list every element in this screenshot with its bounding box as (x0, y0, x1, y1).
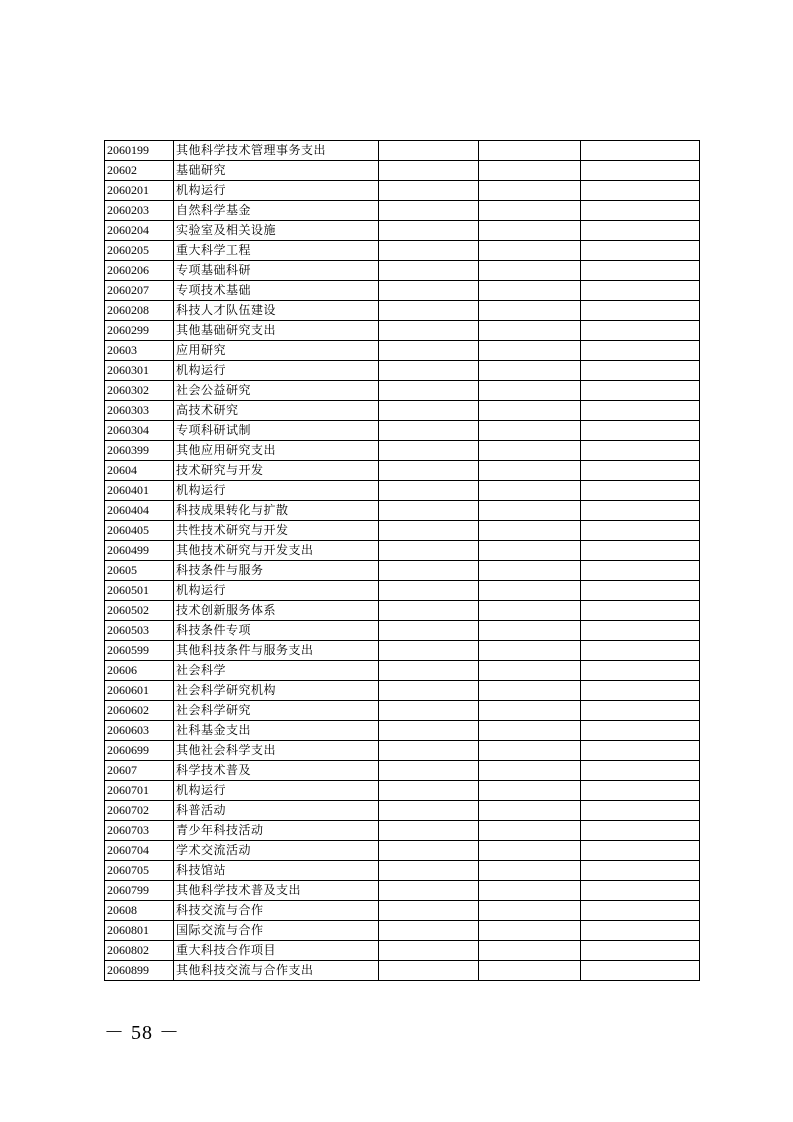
row-value-cell (479, 501, 581, 521)
row-name-cell: 技术创新服务体系 (174, 601, 379, 621)
row-code-cell: 2060503 (105, 621, 174, 641)
table-row (105, 301, 700, 321)
table-row (105, 461, 700, 481)
row-value-cell (581, 921, 700, 941)
row-value-cell (379, 761, 479, 781)
row-value-cell (379, 601, 479, 621)
row-code-cell: 2060799 (105, 881, 174, 901)
row-value-cell (479, 201, 581, 221)
row-value-cell (379, 241, 479, 261)
row-value-cell (479, 881, 581, 901)
row-value-cell (379, 461, 479, 481)
row-name-cell: 社科基金支出 (174, 721, 379, 741)
row-value-cell (479, 701, 581, 721)
row-value-cell (479, 821, 581, 841)
row-name-cell: 其他科技条件与服务支出 (174, 641, 379, 661)
row-value-cell (581, 901, 700, 921)
row-name-cell: 其他科技交流与合作支出 (174, 961, 379, 981)
row-name-cell: 科技馆站 (174, 861, 379, 881)
table-row (105, 521, 700, 541)
table-row (105, 401, 700, 421)
row-code-cell: 2060801 (105, 921, 174, 941)
row-value-cell (479, 221, 581, 241)
row-value-cell (379, 501, 479, 521)
row-value-cell (479, 961, 581, 981)
row-name-cell: 社会公益研究 (174, 381, 379, 401)
row-value-cell (379, 361, 479, 381)
row-value-cell (379, 321, 479, 341)
row-value-cell (581, 341, 700, 361)
table-row (105, 901, 700, 921)
row-value-cell (581, 761, 700, 781)
row-value-cell (581, 361, 700, 381)
table-row (105, 601, 700, 621)
row-value-cell (379, 221, 479, 241)
table-row (105, 721, 700, 741)
row-value-cell (479, 521, 581, 541)
row-name-cell: 实验室及相关设施 (174, 221, 379, 241)
row-value-cell (581, 881, 700, 901)
row-value-cell (581, 661, 700, 681)
table-row (105, 641, 700, 661)
row-value-cell (379, 621, 479, 641)
row-value-cell (581, 741, 700, 761)
table-row (105, 621, 700, 641)
row-value-cell (379, 921, 479, 941)
row-value-cell (379, 881, 479, 901)
row-value-cell (379, 841, 479, 861)
row-code-cell: 2060304 (105, 421, 174, 441)
row-value-cell (581, 421, 700, 441)
row-code-cell: 2060701 (105, 781, 174, 801)
row-code-cell: 20603 (105, 341, 174, 361)
row-code-cell: 2060208 (105, 301, 174, 321)
page-number: － 58 － (104, 1022, 180, 1044)
row-value-cell (479, 261, 581, 281)
row-value-cell (479, 581, 581, 601)
row-value-cell (581, 461, 700, 481)
table-row (105, 421, 700, 441)
row-code-cell: 20607 (105, 761, 174, 781)
row-value-cell (581, 841, 700, 861)
table-row (105, 341, 700, 361)
table-row (105, 961, 700, 981)
table-row (105, 281, 700, 301)
row-code-cell: 2060499 (105, 541, 174, 561)
row-code-cell: 2060599 (105, 641, 174, 661)
row-value-cell (581, 181, 700, 201)
row-code-cell: 2060399 (105, 441, 174, 461)
row-name-cell: 其他社会科学支出 (174, 741, 379, 761)
row-value-cell (479, 781, 581, 801)
row-name-cell: 技术研究与开发 (174, 461, 379, 481)
row-name-cell: 青少年科技活动 (174, 821, 379, 841)
row-value-cell (479, 281, 581, 301)
row-name-cell: 自然科学基金 (174, 201, 379, 221)
row-name-cell: 其他科学技术普及支出 (174, 881, 379, 901)
table-row (105, 821, 700, 841)
table-row (105, 921, 700, 941)
table-row (105, 501, 700, 521)
table-row (105, 321, 700, 341)
row-name-cell: 科技条件专项 (174, 621, 379, 641)
row-name-cell: 重大科学工程 (174, 241, 379, 261)
table-row (105, 181, 700, 201)
row-value-cell (581, 161, 700, 181)
row-code-cell: 2060299 (105, 321, 174, 341)
row-value-cell (479, 441, 581, 461)
row-name-cell: 应用研究 (174, 341, 379, 361)
row-value-cell (379, 701, 479, 721)
row-code-cell: 2060204 (105, 221, 174, 241)
table-row (105, 541, 700, 561)
table-row (105, 261, 700, 281)
row-value-cell (379, 821, 479, 841)
row-value-cell (379, 441, 479, 461)
row-value-cell (479, 161, 581, 181)
row-name-cell: 社会科学研究 (174, 701, 379, 721)
row-value-cell (581, 621, 700, 641)
row-value-cell (379, 961, 479, 981)
row-value-cell (479, 861, 581, 881)
row-code-cell: 2060405 (105, 521, 174, 541)
row-value-cell (379, 161, 479, 181)
row-value-cell (479, 621, 581, 641)
row-value-cell (479, 921, 581, 941)
row-value-cell (379, 181, 479, 201)
row-code-cell: 2060603 (105, 721, 174, 741)
row-value-cell (479, 641, 581, 661)
row-code-cell: 2060899 (105, 961, 174, 981)
table-row (105, 741, 700, 761)
row-value-cell (379, 861, 479, 881)
table-row (105, 481, 700, 501)
row-value-cell (581, 821, 700, 841)
row-name-cell: 其他应用研究支出 (174, 441, 379, 461)
row-name-cell: 科学技术普及 (174, 761, 379, 781)
row-name-cell: 国际交流与合作 (174, 921, 379, 941)
budget-table (104, 140, 700, 981)
row-value-cell (581, 401, 700, 421)
row-code-cell: 2060207 (105, 281, 174, 301)
row-value-cell (379, 721, 479, 741)
row-value-cell (479, 421, 581, 441)
row-name-cell: 共性技术研究与开发 (174, 521, 379, 541)
row-code-cell: 2060404 (105, 501, 174, 521)
row-value-cell (479, 721, 581, 741)
row-value-cell (479, 661, 581, 681)
row-value-cell (581, 381, 700, 401)
row-code-cell: 20608 (105, 901, 174, 921)
row-value-cell (379, 781, 479, 801)
row-value-cell (379, 301, 479, 321)
table-row (105, 761, 700, 781)
row-value-cell (379, 681, 479, 701)
row-name-cell: 机构运行 (174, 781, 379, 801)
row-value-cell (379, 381, 479, 401)
row-value-cell (581, 281, 700, 301)
row-value-cell (379, 581, 479, 601)
row-code-cell: 2060802 (105, 941, 174, 961)
row-code-cell: 20605 (105, 561, 174, 581)
row-code-cell: 2060703 (105, 821, 174, 841)
row-value-cell (479, 381, 581, 401)
row-value-cell (479, 941, 581, 961)
row-name-cell: 机构运行 (174, 581, 379, 601)
row-value-cell (581, 541, 700, 561)
row-code-cell: 2060303 (105, 401, 174, 421)
row-value-cell (479, 341, 581, 361)
row-value-cell (479, 901, 581, 921)
row-name-cell: 机构运行 (174, 361, 379, 381)
row-name-cell: 科技交流与合作 (174, 901, 379, 921)
table-row (105, 661, 700, 681)
row-value-cell (479, 461, 581, 481)
table-row (105, 801, 700, 821)
row-value-cell (581, 701, 700, 721)
row-value-cell (479, 561, 581, 581)
row-name-cell: 专项基础科研 (174, 261, 379, 281)
row-value-cell (479, 481, 581, 501)
row-value-cell (581, 201, 700, 221)
row-value-cell (379, 641, 479, 661)
row-name-cell: 高技术研究 (174, 401, 379, 421)
row-value-cell (581, 801, 700, 821)
row-value-cell (379, 281, 479, 301)
row-code-cell: 20604 (105, 461, 174, 481)
table-body (105, 141, 700, 981)
row-value-cell (379, 541, 479, 561)
table-row (105, 221, 700, 241)
table-row (105, 201, 700, 221)
table-row (105, 141, 700, 161)
row-code-cell: 2060201 (105, 181, 174, 201)
row-value-cell (379, 941, 479, 961)
row-value-cell (479, 401, 581, 421)
row-value-cell (581, 221, 700, 241)
row-value-cell (479, 761, 581, 781)
row-code-cell: 2060502 (105, 601, 174, 621)
table-row (105, 861, 700, 881)
table-row (105, 561, 700, 581)
row-value-cell (379, 481, 479, 501)
row-name-cell: 科技人才队伍建设 (174, 301, 379, 321)
row-value-cell (379, 561, 479, 581)
row-value-cell (581, 961, 700, 981)
row-value-cell (581, 321, 700, 341)
table-row (105, 161, 700, 181)
row-value-cell (379, 401, 479, 421)
row-value-cell (581, 601, 700, 621)
row-value-cell (479, 741, 581, 761)
row-name-cell: 其他技术研究与开发支出 (174, 541, 379, 561)
row-value-cell (379, 521, 479, 541)
row-value-cell (379, 261, 479, 281)
row-code-cell: 2060401 (105, 481, 174, 501)
row-name-cell: 重大科技合作项目 (174, 941, 379, 961)
row-value-cell (581, 681, 700, 701)
row-name-cell: 其他科学技术管理事务支出 (174, 141, 379, 161)
row-value-cell (581, 141, 700, 161)
row-value-cell (379, 741, 479, 761)
row-code-cell: 2060705 (105, 861, 174, 881)
row-value-cell (379, 421, 479, 441)
row-code-cell: 2060302 (105, 381, 174, 401)
row-code-cell: 2060301 (105, 361, 174, 381)
row-value-cell (581, 441, 700, 461)
row-name-cell: 学术交流活动 (174, 841, 379, 861)
row-value-cell (379, 201, 479, 221)
row-name-cell: 基础研究 (174, 161, 379, 181)
table-row (105, 681, 700, 701)
row-name-cell: 科普活动 (174, 801, 379, 821)
row-code-cell: 2060206 (105, 261, 174, 281)
table-row (105, 581, 700, 601)
row-code-cell: 20602 (105, 161, 174, 181)
row-value-cell (581, 261, 700, 281)
row-value-cell (581, 941, 700, 961)
row-value-cell (479, 681, 581, 701)
row-value-cell (479, 321, 581, 341)
row-value-cell (581, 521, 700, 541)
row-value-cell (479, 801, 581, 821)
row-value-cell (379, 661, 479, 681)
row-value-cell (581, 241, 700, 261)
row-value-cell (379, 341, 479, 361)
row-value-cell (479, 181, 581, 201)
row-value-cell (479, 241, 581, 261)
row-value-cell (581, 501, 700, 521)
row-code-cell: 2060199 (105, 141, 174, 161)
row-code-cell: 2060501 (105, 581, 174, 601)
row-value-cell (581, 481, 700, 501)
row-value-cell (379, 141, 479, 161)
row-value-cell (379, 801, 479, 821)
row-name-cell: 社会科学研究机构 (174, 681, 379, 701)
row-name-cell: 专项科研试制 (174, 421, 379, 441)
row-value-cell (479, 301, 581, 321)
row-value-cell (581, 561, 700, 581)
row-value-cell (581, 641, 700, 661)
row-name-cell: 其他基础研究支出 (174, 321, 379, 341)
row-value-cell (479, 141, 581, 161)
row-code-cell: 2060203 (105, 201, 174, 221)
row-value-cell (581, 581, 700, 601)
row-value-cell (479, 541, 581, 561)
row-code-cell: 2060702 (105, 801, 174, 821)
row-code-cell: 2060601 (105, 681, 174, 701)
row-code-cell: 2060699 (105, 741, 174, 761)
row-value-cell (581, 721, 700, 741)
row-value-cell (581, 301, 700, 321)
table-row (105, 241, 700, 261)
row-name-cell: 机构运行 (174, 181, 379, 201)
table-row (105, 361, 700, 381)
row-value-cell (479, 601, 581, 621)
row-name-cell: 机构运行 (174, 481, 379, 501)
row-code-cell: 2060602 (105, 701, 174, 721)
row-value-cell (479, 841, 581, 861)
table-row (105, 841, 700, 861)
row-name-cell: 专项技术基础 (174, 281, 379, 301)
row-value-cell (581, 781, 700, 801)
table-row (105, 781, 700, 801)
row-code-cell: 2060205 (105, 241, 174, 261)
table-row (105, 701, 700, 721)
row-name-cell: 科技条件与服务 (174, 561, 379, 581)
row-value-cell (581, 861, 700, 881)
row-code-cell: 20606 (105, 661, 174, 681)
row-code-cell: 2060704 (105, 841, 174, 861)
row-value-cell (479, 361, 581, 381)
table-row (105, 381, 700, 401)
table-row (105, 441, 700, 461)
table-row (105, 941, 700, 961)
row-name-cell: 科技成果转化与扩散 (174, 501, 379, 521)
row-name-cell: 社会科学 (174, 661, 379, 681)
table-row (105, 881, 700, 901)
row-value-cell (379, 901, 479, 921)
